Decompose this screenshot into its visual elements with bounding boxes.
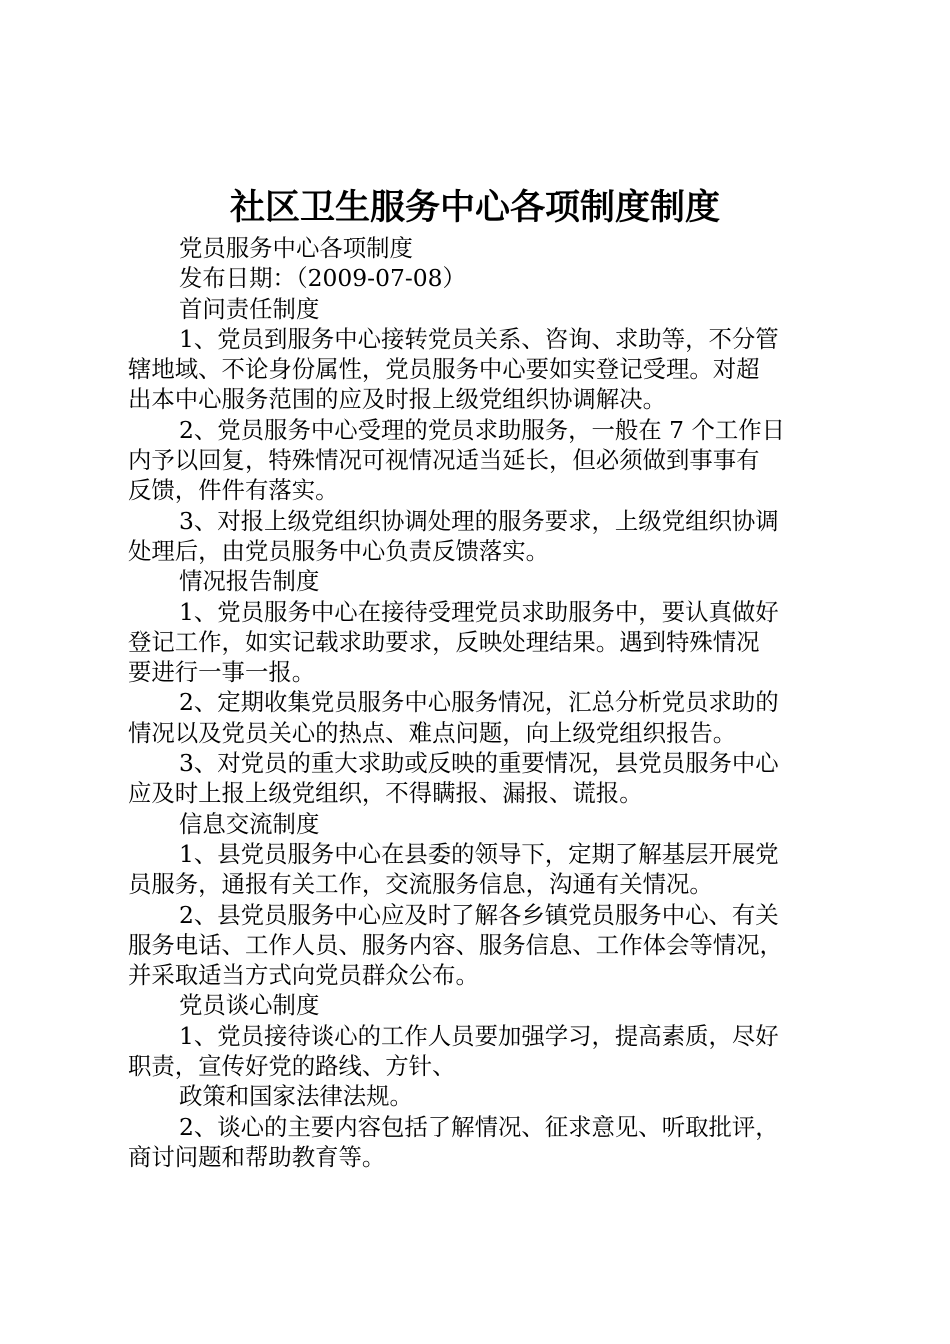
paragraph-line: 政策和国家法律法规。: [179, 1082, 413, 1111]
paragraph-line: 内予以回复，特殊情况可视情况适当延长，但必须做到事事有: [128, 446, 760, 475]
paragraph-line: 职责，宣传好党的路线、方针、: [128, 1052, 456, 1081]
paragraph-line: 辖地域、不论身份属性，党员服务中心要如实登记受理。对超: [128, 355, 760, 384]
paragraph-line: 服务电话、工作人员、服务内容、服务信息、工作体会等情况，: [128, 930, 783, 959]
document-title: 社区卫生服务中心各项制度制度: [229, 187, 720, 228]
paragraph-line: 处理后，由党员服务中心负责反馈落实。: [128, 536, 550, 565]
paragraph-line: 1、党员接待谈心的工作人员要加强学习，提高素质，尽好: [179, 1021, 779, 1050]
paragraph-line: 2、县党员服务中心应及时了解各乡镇党员服务中心、有关: [179, 900, 779, 929]
section-heading: 情况报告制度: [179, 567, 320, 596]
section-heading: 信息交流制度: [179, 809, 320, 838]
paragraph-line: 情况以及党员关心的热点、难点问题，向上级党组织报告。: [128, 718, 737, 747]
paragraph-line: 3、对报上级党组织协调处理的服务要求，上级党组织协调: [179, 506, 779, 535]
paragraph-line: 反馈，件件有落实。: [128, 476, 339, 505]
paragraph-line: 1、党员服务中心在接待受理党员求助服务中，要认真做好: [179, 597, 779, 626]
paragraph-line: 1、党员到服务中心接转党员关系、咨询、求助等，不分管: [179, 324, 779, 353]
paragraph-line: 出本中心服务范围的应及时报上级党组织协调解决。: [128, 385, 666, 414]
paragraph-line: 2、党员服务中心受理的党员求助服务，一般在 7 个工作日: [179, 415, 786, 444]
paragraph-line: 3、对党员的重大求助或反映的重要情况，县党员服务中心: [179, 749, 779, 778]
publish-date: 发布日期：（2009-07-08）: [179, 264, 466, 293]
paragraph-line: 1、县党员服务中心在县委的领导下，定期了解基层开展党: [179, 839, 779, 868]
section-heading: 党员谈心制度: [179, 991, 320, 1020]
paragraph-line: 商讨问题和帮助教育等。: [128, 1142, 386, 1171]
paragraph-line: 并采取适当方式向党员群众公布。: [128, 961, 479, 990]
paragraph-line: 2、定期收集党员服务中心服务情况，汇总分析党员求助的: [179, 688, 779, 717]
paragraph-line: 2、谈心的主要内容包括了解情况、征求意见、听取批评，: [179, 1112, 779, 1141]
document-body: [128, 233, 833, 1172]
paragraph-line: 员服务，通报有关工作，交流服务信息，沟通有关情况。: [128, 870, 713, 899]
section-heading: 首问责任制度: [179, 294, 320, 323]
paragraph-line: 应及时上报上级党组织，不得瞒报、漏报、谎报。: [128, 779, 643, 808]
paragraph-line: 登记工作，如实记载求助要求，反映处理结果。遇到特殊情况: [128, 627, 760, 656]
section-heading: 党员服务中心各项制度: [179, 234, 413, 262]
paragraph-line: 要进行一事一报。: [128, 658, 316, 687]
